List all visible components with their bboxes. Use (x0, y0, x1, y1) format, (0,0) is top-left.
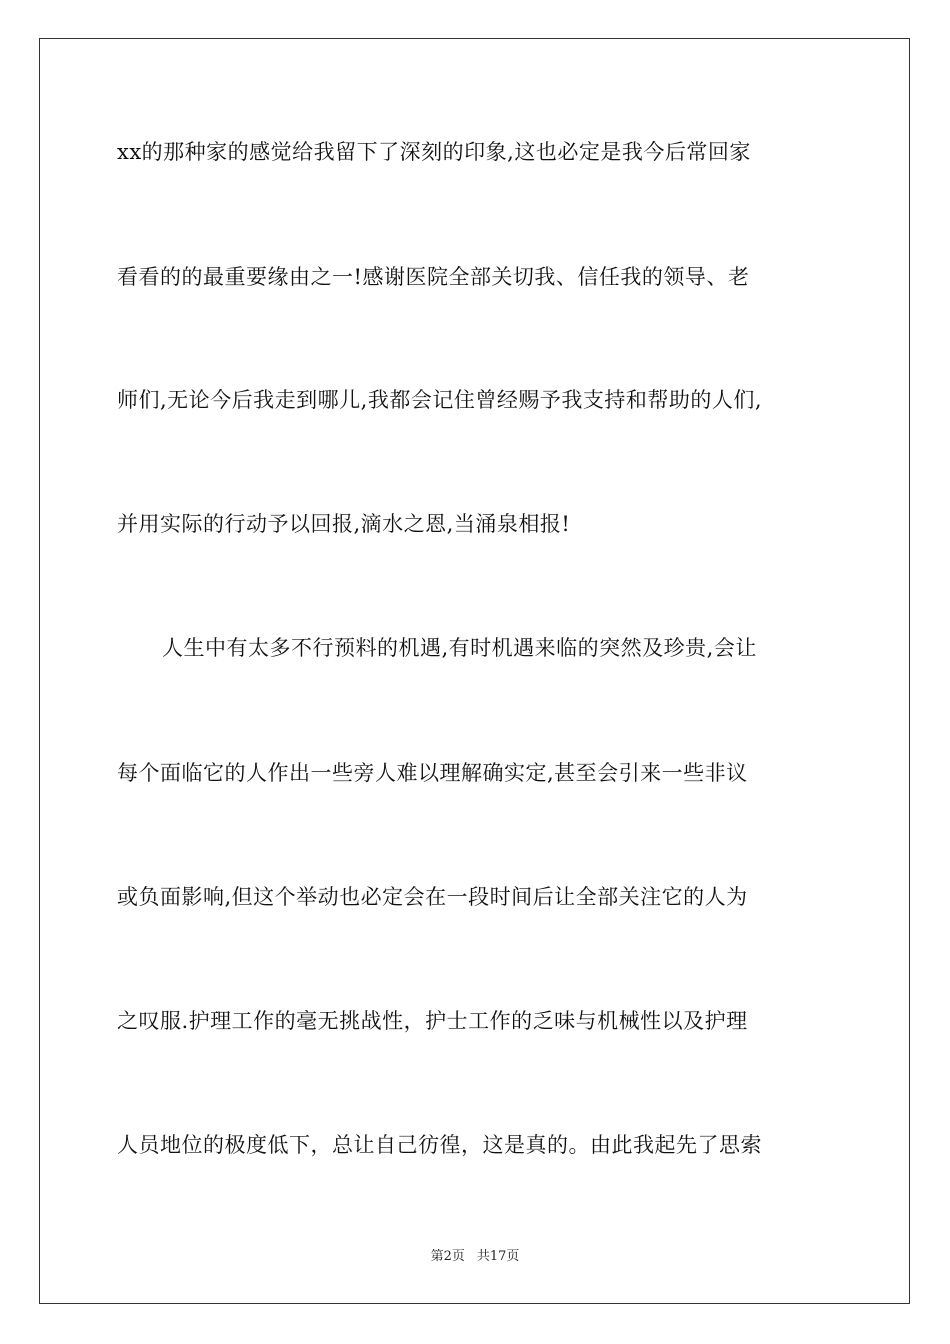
text-line: 看看的的最重要缘由之一!感谢医院全部关切我、信任我的领导、老 (117, 265, 750, 289)
page-border (39, 38, 910, 1304)
page-number: 第2页 (430, 1249, 465, 1264)
page-footer (0, 1248, 950, 1266)
text-line: xx的那种家的感觉给我留下了深刻的印象,这也必定是我今后常回家 (117, 140, 751, 164)
text-line: 或负面影响,但这个举动也必定会在一段时间后让全部关注它的人为 (117, 885, 748, 909)
text-line: 并用实际的行动予以回报,滴水之恩,当涌泉相报! (117, 512, 571, 536)
page-total: 共17页 (476, 1249, 520, 1264)
text-line: 之叹服.护理工作的毫无挑战性，护士工作的乏味与机械性以及护理 (117, 1009, 748, 1033)
text-line: 师们,无论今后我走到哪儿,我都会记住曾经赐予我支持和帮助的人们, (117, 388, 763, 412)
paragraph-start-line: 人生中有太多不行预料的机遇,有时机遇来临的突然及珍贵,会让 (162, 636, 757, 660)
text-line: 每个面临它的人作出一些旁人难以理解确实定,甚至会引来一些非议 (117, 761, 748, 785)
text-line: 人员地位的极度低下，总让自己彷徨，这是真的。由此我起先了思索 (117, 1133, 762, 1157)
